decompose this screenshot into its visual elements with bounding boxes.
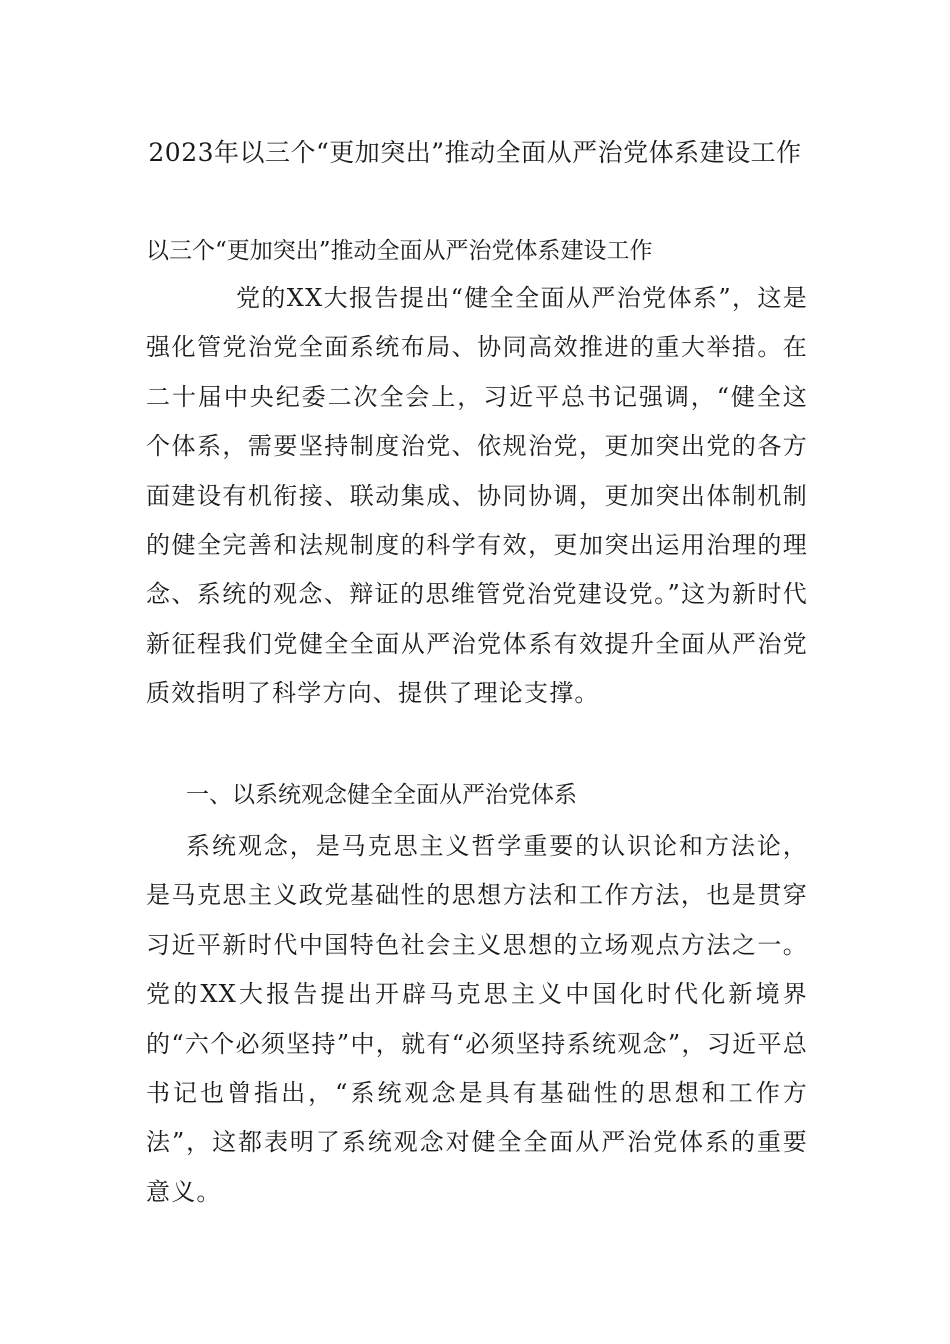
section-heading-1: 一、以系统观念健全全面从严治党体系 bbox=[186, 782, 577, 808]
document-title: 2023年以三个“更加突出”推动全面从严治党体系建设工作 bbox=[148, 138, 802, 167]
document-subtitle: 以三个“更加突出”推动全面从严治党体系建设工作 bbox=[146, 238, 653, 264]
paragraph-section-1: 系统观念，是马克思主义哲学重要的认识论和方法论，是马克思主义政党基础性的思想方法和工作方法，也是贯穿习近平新时代中国特色社会主义思想的立场观点方法之一。党的XX大报告提出开辟马克思主义中国化时代化新境界的“六个必须坚持”中，就有“必须坚持系统观念”，习近平总书记也曾指出，“系统观念是具有基础性的思想和工作方法”，这都表明了系统观念对健全全面从严治党体系的重要意义。 bbox=[146, 832, 808, 1206]
paragraph-intro: 党的XX大报告提出“健全全面从严治党体系”，这是强化管党治党全面系统布局、协同高效推进的重大举措。在二十届中央纪委二次全会上，习近平总书记强调，“健全这个体系，需要坚持制度治党、依规治党，更加突出党的各方面建设有机衔接、联动集成、协同协调，更加突出体制机制的健全完善和法规制度的科学有效，更加突出运用治理的理念、系统的观念、辩证的思维管党治党建设党。”这为新时代新征程我们党健全全面从严治党体系有效提升全面从严治党质效指明了科学方向、提供了理论支撑。 bbox=[146, 284, 808, 708]
